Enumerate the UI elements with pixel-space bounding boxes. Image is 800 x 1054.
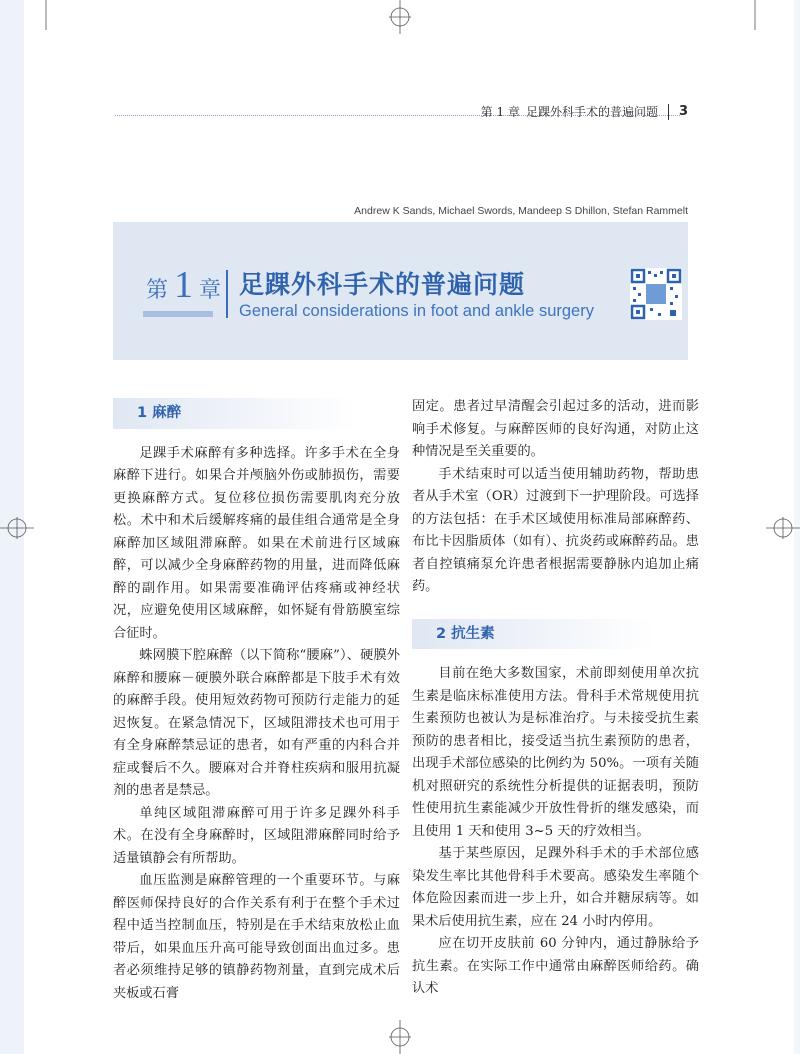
- paragraph: 目前在绝大多数国家，术前即刻使用单次抗生素是临床标准使用方法。骨科手术常规使用抗生素预防也被认为是标准治疗。与未接受抗生素预防的患者相比，接受适当抗生素预防的患者，出现手术部位感染的比例约为 50%。一项有关随机对照研究的系统性分析提供的证据表明，预防性使用抗生素能减少开放性骨折的继发感染，而且使用 1 天和使用 3~5 天的疗效相当。: [412, 666, 699, 839]
- right-column: [412, 396, 699, 1001]
- crop-mark-right: [766, 515, 800, 541]
- chapter-title-cn: 足踝外科手术的普遍问题: [239, 270, 526, 299]
- chapter-suffix: 章: [199, 278, 222, 303]
- running-head-title: 足踝外科手术的普遍问题: [525, 105, 658, 119]
- running-head-separator: [668, 104, 669, 120]
- chapter-label-underline: [143, 311, 213, 317]
- chapter-number: 1: [174, 264, 194, 306]
- paragraph: 手术结束时可以适当使用辅助药物，帮助患者从手术室（OR）过渡到下一护理阶段。可选择的方法包括：在手术区域使用标准局部麻醉药、布比卡因脂质体（如有）、抗炎药或麻醉药品。患者自控镇痛泵允许患者根据需要静脉内追加止痛药。: [412, 466, 699, 594]
- crop-mark-left: [0, 515, 34, 541]
- paragraph: 基于某些原因，足踝外科手术的手术部位感染发生率比其他骨科手术要高。感染发生率随个体危险因素而进一步上升，如合并糖尿病等。如果术后使用抗生素，应在 24 小时内停用。: [412, 846, 699, 929]
- chapter-label: [146, 263, 221, 307]
- chapter-title-en: General considerations in foot and ankle surgery: [239, 302, 594, 320]
- left-column: [113, 396, 400, 1005]
- section-heading-anesthesia: 1 麻醉: [113, 398, 400, 429]
- corner-mark-top-right: [735, 0, 775, 40]
- paragraph: 应在切开皮肤前 60 分钟内，通过静脉给予抗生素。在实际工作中通常由麻醉医师给药。确认术: [412, 936, 699, 996]
- page-number: 3: [678, 104, 688, 119]
- paragraph: 足踝手术麻醉有多种选择。许多手术在全身麻醉下进行。如果合并颅脑外伤或肺损伤，需要更换麻醉方式。复位移位损伤需要肌肉充分放松。术中和术后缓解疼痛的最佳组合通常是全身麻醉加区域阻滞麻醉。如果在术前进行区域麻醉，可以减少全身麻醉药物的用量，进而降低麻醉的副作用。如果需要准确评估疼痛或神经状况，应避免使用区域麻醉，如怀疑有骨筋膜室综合征时。: [113, 445, 400, 641]
- chapter-authors: Andrew K Sands, Michael Swords, Mandeep S Dhillon, Stefan Rammelt: [354, 205, 688, 217]
- paragraph: 血压监测是麻醉管理的一个重要环节。与麻醉医师保持良好的合作关系有利于在整个手术过程中适当控制血压，特别是在手术结束放松止血带后，如果血压升高可能导致创面出血过多。患者必须维持足够的镇静药物剂量，直到完成术后夹板或石膏: [113, 873, 400, 1001]
- paragraph: 蛛网膜下腔麻醉（以下简称“腰麻”）、硬膜外麻醉和腰麻－硬膜外联合麻醉都是下肢手术有效的麻醉手段。使用短效药物可预防行走能力的延迟恢复。在紧急情况下，区域阻滞技术也可用于有全身麻醉禁忌证的患者，如有严重的内科合并症或餐后不久。腰麻对合并脊柱疾病和服用抗凝剂的患者是禁忌。: [113, 648, 400, 798]
- chapter-prefix: 第: [146, 278, 169, 303]
- running-head: [481, 103, 688, 120]
- qr-code-icon[interactable]: [630, 268, 682, 320]
- corner-mark-top-left: [36, 0, 76, 40]
- section-heading-antibiotics: 2 抗生素: [412, 619, 699, 650]
- running-head-chapter: 第 1 章: [480, 105, 520, 119]
- chapter-divider: [226, 270, 228, 318]
- crop-mark-bottom: [387, 1020, 413, 1054]
- crop-mark-top: [387, 0, 413, 34]
- paragraph: 固定。患者过早清醒会引起过多的活动，进而影响手术修复。与麻醉医师的良好沟通，对防止这种情况是至关重要的。: [412, 399, 699, 459]
- paragraph: 单纯区域阻滞麻醉可用于许多足踝外科手术。在没有全身麻醉时，区域阻滞麻醉同时给予适量镇静会有所帮助。: [113, 805, 400, 866]
